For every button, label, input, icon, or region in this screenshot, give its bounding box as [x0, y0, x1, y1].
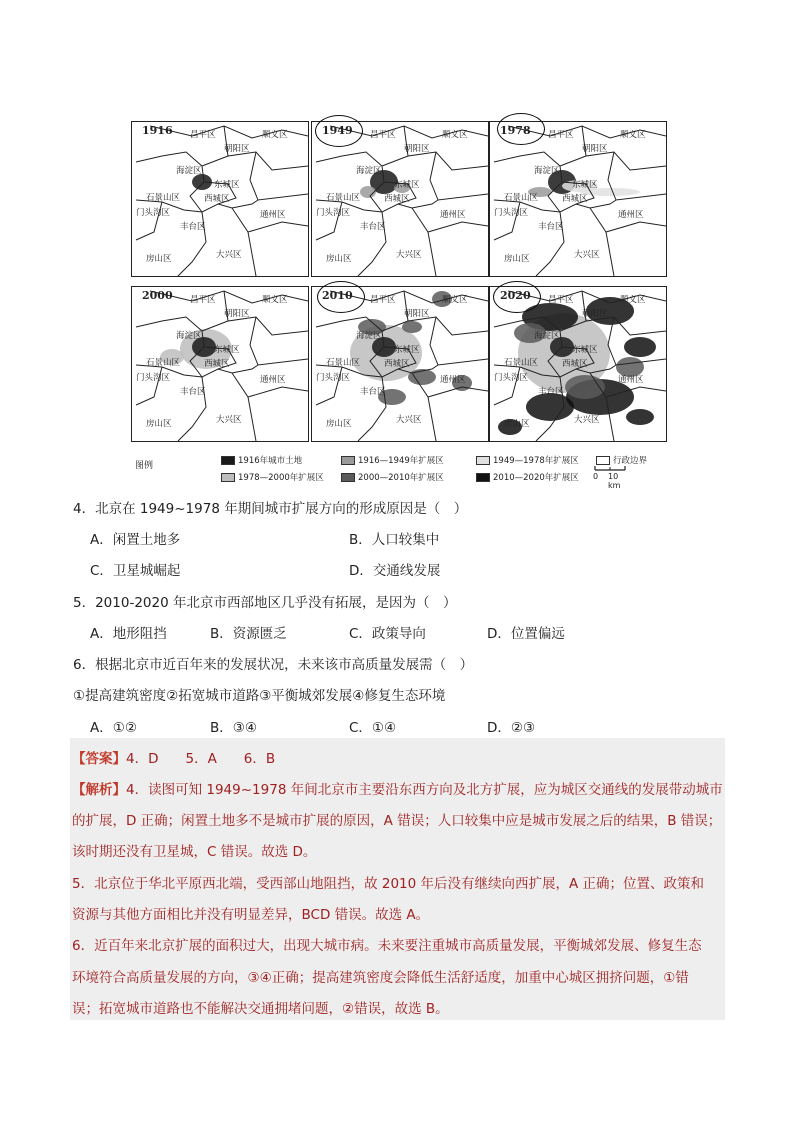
legend-item-2010-2020: [476, 471, 579, 483]
district-label-shijingshan: 石景山区: [326, 358, 361, 368]
answer-text: 4．D 5．A 6．B: [126, 751, 276, 767]
q4-option-b: B．人口较集中: [349, 532, 440, 548]
analysis-line-1: [72, 778, 723, 798]
district-label-shunyi: 顺义区: [620, 130, 646, 140]
district-label-daxing: 大兴区: [216, 250, 242, 260]
district-label-changping: 昌平区: [190, 130, 216, 140]
district-label-daxing: 大兴区: [574, 415, 600, 425]
legend-label: 1916—1949年扩展区: [358, 456, 444, 466]
district-label-fengtai: 丰台区: [180, 222, 206, 232]
q6-option-b: B．③④: [210, 720, 257, 736]
district-label-xicheng: 西城区: [204, 359, 230, 369]
district-label-dongcheng: 东城区: [572, 180, 598, 190]
district-label-daxing: 大兴区: [396, 250, 422, 260]
handwritten-circle-mark: [493, 281, 541, 313]
panel-year-label: 1916: [142, 124, 173, 137]
scale-bar: [593, 464, 633, 490]
district-label-fengtai: 丰台区: [180, 387, 206, 397]
legend-title: 图例: [135, 461, 154, 471]
district-label-xicheng: 西城区: [562, 359, 588, 369]
analysis-text: 4．读图可知 1949~1978 年间北京市主要沿东西方向及北方扩展，应为城区交通线的发展带动城市: [126, 782, 723, 798]
scale-ten: 10 km: [608, 472, 621, 490]
district-label-fengtai: 丰台区: [360, 222, 386, 232]
panel-year-label: 1949: [322, 124, 353, 137]
map-panel-1916: [131, 121, 309, 277]
district-label-xicheng: 西城区: [204, 194, 230, 204]
panel-year-label: 2010: [322, 289, 353, 302]
district-label-shijingshan: 石景山区: [146, 193, 181, 203]
district-label-shunyi: 顺义区: [262, 130, 288, 140]
district-label-fangshan: 房山区: [326, 254, 352, 264]
question-6-stem: 6．根据北京市近百年来的发展状况，未来该市高质量发展需（ ）: [73, 657, 474, 673]
district-label-fengtai: 丰台区: [538, 222, 564, 232]
district-label-mentougou: 门头沟区: [316, 373, 351, 383]
district-label-chaoyang: 朝阳区: [404, 144, 430, 154]
swatch: [221, 456, 235, 465]
district-label-chaoyang: 朝阳区: [224, 309, 250, 319]
district-label-chaoyang: 朝阳区: [582, 144, 608, 154]
district-label-tongzhou: 通州区: [440, 375, 466, 385]
district-label-shijingshan: 石景山区: [504, 193, 539, 203]
legend-label: 2010—2020年扩展区: [493, 473, 579, 483]
answer-line: [72, 747, 275, 767]
legend-item-1949-1978: [476, 454, 579, 466]
map-legend: [131, 452, 731, 490]
swatch: [341, 456, 355, 465]
legend-label: 1916年城市土地: [238, 456, 303, 466]
handwritten-circle-mark: [317, 281, 365, 313]
district-label-tongzhou: 通州区: [440, 210, 466, 220]
district-label-fengtai: 丰台区: [538, 387, 564, 397]
analysis-line-8: 误；拓宽城市道路也不能解决交通拥堵问题，②错误，故选 B。: [72, 1001, 449, 1017]
district-label-mentougou: 门头沟区: [136, 208, 171, 218]
district-label-fengtai: 丰台区: [360, 387, 386, 397]
swatch: [476, 473, 490, 482]
district-label-shunyi: 顺义区: [620, 295, 646, 305]
legend-item-1916-1949: [341, 454, 444, 466]
panel-year-label: 2000: [142, 289, 173, 302]
panel-year-label: 2020: [500, 289, 531, 302]
district-label-mentougou: 门头沟区: [494, 373, 529, 383]
q4-option-a: A．闲置土地多: [90, 532, 181, 548]
district-label-shunyi: 顺义区: [262, 295, 288, 305]
handwritten-circle-mark: [497, 113, 545, 145]
q6-option-a: A．①②: [90, 720, 137, 736]
district-label-xicheng: 西城区: [384, 194, 410, 204]
analysis-tag: 【解析】: [72, 782, 126, 798]
district-label-chaoyang: 朝阳区: [224, 144, 250, 154]
district-label-mentougou: 门头沟区: [494, 208, 529, 218]
swatch: [476, 456, 490, 465]
analysis-line-6: 6．近百年来北京扩展的面积过大，出现大城市病。未来要注重城市高质量发展，平衡城郊发展、修复生态: [72, 938, 702, 954]
district-label-haidian: 海淀区: [356, 166, 382, 176]
analysis-line-2: 的扩展，D 正确；闲置土地多不是城市扩展的原因，A 错误；人口较集中应是城市发展之后的结果，B 错误；: [72, 813, 722, 829]
district-label-tongzhou: 通州区: [260, 375, 286, 385]
handwritten-circle-mark: [315, 115, 363, 147]
question-4-stem: 4．北京在 1949~1978 年期间城市扩展方向的形成原因是（ ）: [73, 501, 468, 517]
q5-option-d: D．位置偏远: [487, 626, 565, 642]
district-label-haidian: 海淀区: [356, 331, 382, 341]
district-label-mentougou: 门头沟区: [316, 208, 351, 218]
district-label-changping: 昌平区: [190, 295, 216, 305]
question-5-stem: 5．2010-2020 年北京市西部地区几乎没有拓展，是因为（ ）: [73, 595, 457, 611]
q5-option-b: B．资源匮乏: [210, 626, 287, 642]
district-label-tongzhou: 通州区: [260, 210, 286, 220]
district-label-chaoyang: 朝阳区: [404, 309, 430, 319]
q4-option-c: C．卫星城崛起: [90, 563, 181, 579]
district-label-tongzhou: 通州区: [618, 210, 644, 220]
district-label-changping: 昌平区: [548, 295, 574, 305]
beijing-expansion-map-figure: [131, 121, 721, 461]
district-label-chaoyang: 朝阳区: [582, 309, 608, 319]
analysis-line-3: 该时期还没有卫星城，C 错误。故选 D。: [72, 844, 317, 860]
district-label-fangshan: 房山区: [146, 419, 172, 429]
district-label-changping: 昌平区: [548, 130, 574, 140]
district-label-shunyi: 顺义区: [442, 295, 468, 305]
answer-tag: 【答案】: [72, 751, 126, 767]
district-label-fangshan: 房山区: [504, 419, 530, 429]
district-label-xicheng: 西城区: [384, 359, 410, 369]
swatch: [221, 473, 235, 482]
district-label-dongcheng: 东城区: [214, 345, 240, 355]
map-panel-2000: [131, 286, 309, 442]
analysis-line-4: 5．北京位于华北平原西北端，受西部山地阻挡，故 2010 年后没有继续向西扩展，A 正确；位置、政策和: [72, 876, 705, 892]
question-6-sub-statements: ①提高建筑密度②拓宽城市道路③平衡城郊发展④修复生态环境: [73, 688, 446, 704]
district-label-dongcheng: 东城区: [394, 345, 420, 355]
q6-option-c: C．①④: [349, 720, 397, 736]
district-label-fangshan: 房山区: [326, 419, 352, 429]
swatch: [341, 473, 355, 482]
district-label-haidian: 海淀区: [176, 166, 202, 176]
district-label-haidian: 海淀区: [534, 331, 560, 341]
legend-item-2000-2010: [341, 471, 444, 483]
panel-year-label: 1978: [500, 124, 531, 137]
q6-option-d: D．②③: [487, 720, 536, 736]
district-label-xicheng: 西城区: [562, 194, 588, 204]
q4-option-d: D．交通线发展: [349, 563, 441, 579]
district-label-changping: 昌平区: [370, 295, 396, 305]
district-label-tongzhou: 通州区: [618, 375, 644, 385]
q5-option-a: A．地形阻挡: [90, 626, 167, 642]
district-label-dongcheng: 东城区: [572, 345, 598, 355]
district-label-changping: 昌平区: [370, 130, 396, 140]
legend-label: 行政边界: [613, 456, 648, 466]
district-label-dongcheng: 东城区: [214, 180, 240, 190]
district-label-dongcheng: 东城区: [394, 180, 420, 190]
district-label-haidian: 海淀区: [534, 166, 560, 176]
analysis-line-5: 资源与其他方面相比并没有明显差异，BCD 错误。故选 A。: [72, 907, 430, 923]
legend-item-1916: [221, 454, 302, 466]
legend-label: 1978—2000年扩展区: [238, 473, 324, 483]
district-label-fangshan: 房山区: [146, 254, 172, 264]
legend-item-1978-2000: [221, 471, 324, 483]
district-label-mentougou: 门头沟区: [136, 373, 171, 383]
district-label-shijingshan: 石景山区: [504, 358, 539, 368]
district-label-fangshan: 房山区: [504, 254, 530, 264]
q5-option-c: C．政策导向: [349, 626, 426, 642]
legend-label: 2000—2010年扩展区: [358, 473, 444, 483]
district-label-shijingshan: 石景山区: [326, 193, 361, 203]
district-label-shunyi: 顺义区: [442, 130, 468, 140]
scale-zero: 0: [593, 472, 599, 481]
district-label-haidian: 海淀区: [176, 331, 202, 341]
legend-label: 1949—1978年扩展区: [493, 456, 579, 466]
analysis-line-7: 环境符合高质量发展的方向，③④正确；提高建筑密度会降低生活舒适度，加重中心城区拥挤问题，①错: [72, 970, 689, 986]
district-label-shijingshan: 石景山区: [146, 358, 181, 368]
district-label-daxing: 大兴区: [216, 415, 242, 425]
district-label-daxing: 大兴区: [396, 415, 422, 425]
district-label-daxing: 大兴区: [574, 250, 600, 260]
